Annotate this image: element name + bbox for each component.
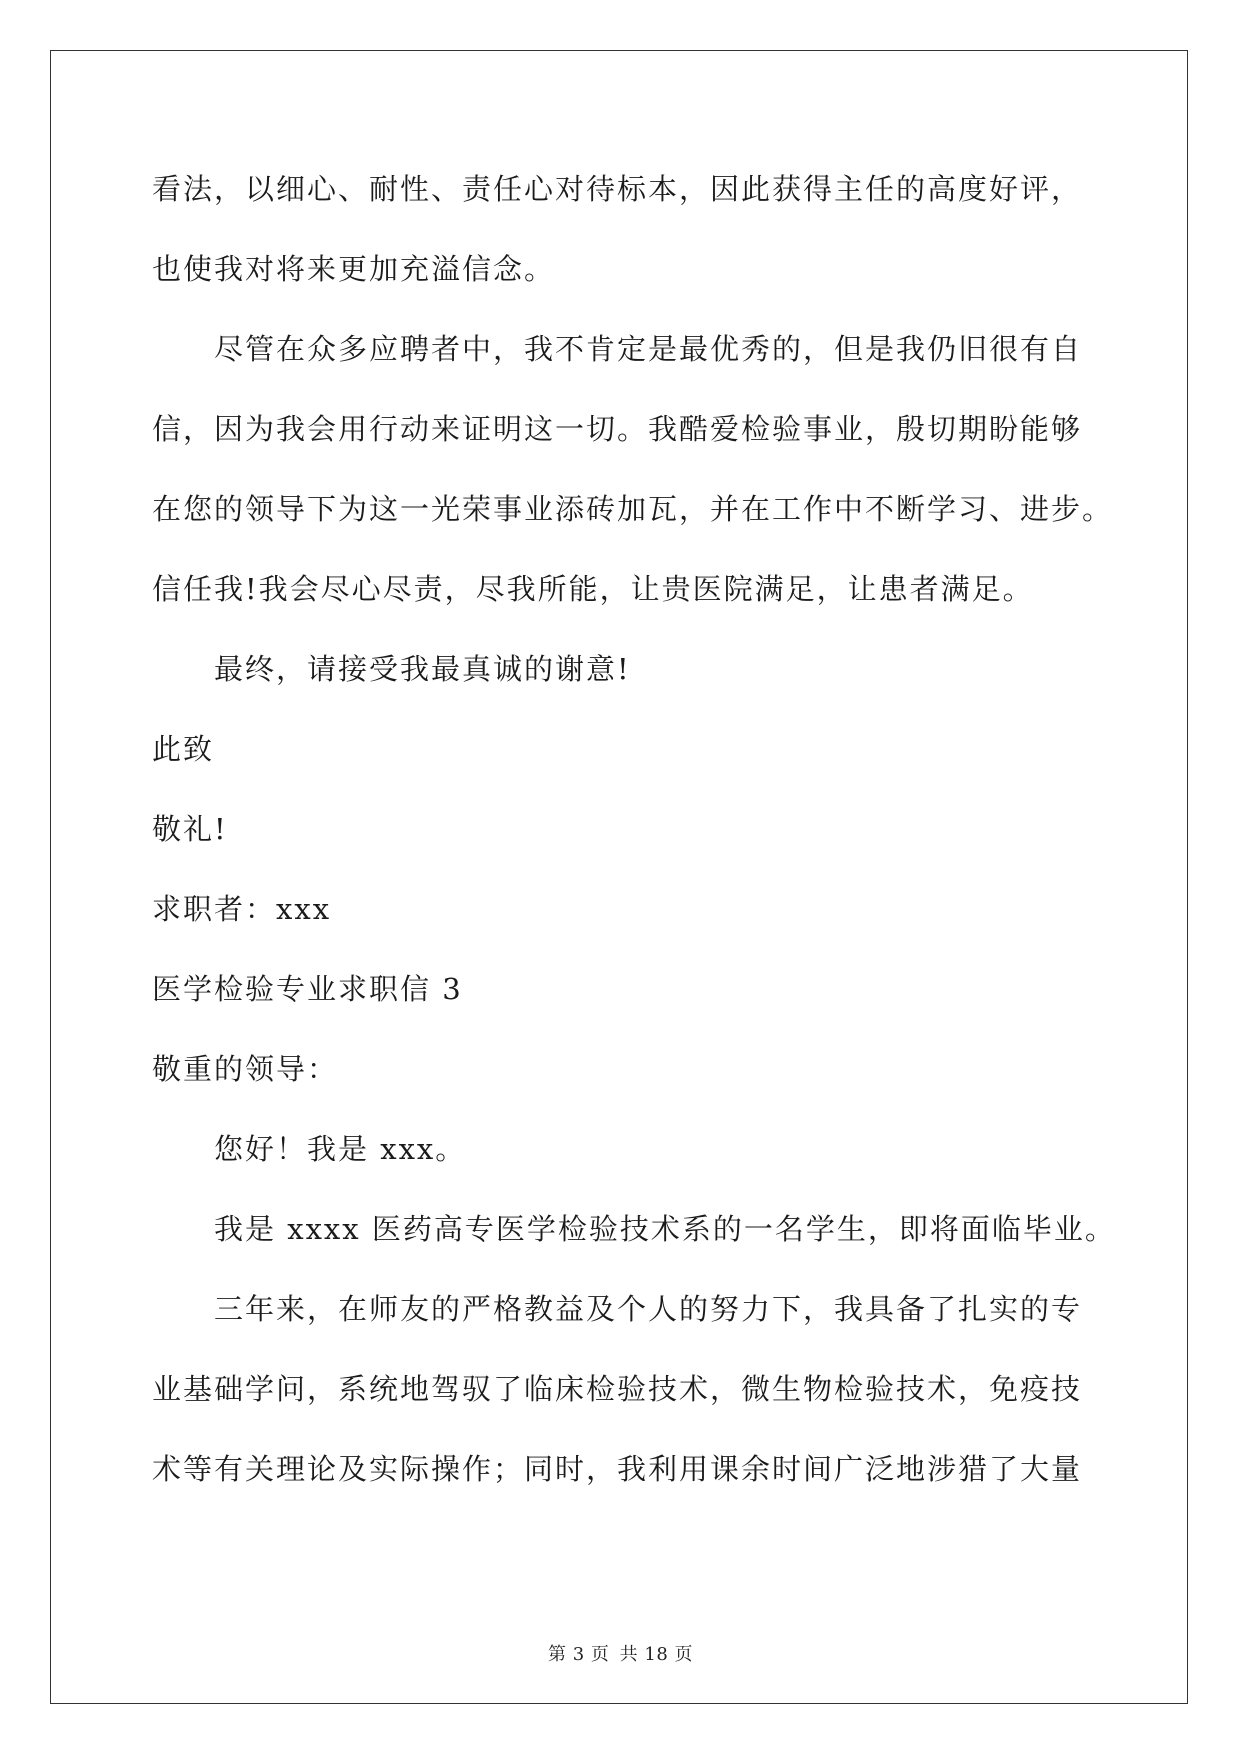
- page-total: 共 18 页: [619, 1644, 693, 1665]
- greeting: 敬重的领导：: [152, 1052, 339, 1086]
- text-line: 信任我!我会尽心尽责，尽我所能，让贵医院满足，让患者满足。: [152, 572, 1034, 606]
- text-line: 最终，请接受我最真诚的谢意!: [214, 652, 631, 686]
- salutation-closing: 此致: [152, 732, 215, 766]
- text-line: 业基础学问，系统地驾驭了临床检验技术，微生物检验技术，免疫技: [152, 1372, 1083, 1406]
- text-line: 术等有关理论及实际操作；同时，我利用课余时间广泛地涉猎了大量: [152, 1452, 1083, 1486]
- text-line: 您好！我是 xxx。: [214, 1132, 467, 1166]
- text-line: 也使我对将来更加充溢信念。: [152, 252, 556, 286]
- signature-line: 求职者：xxx: [152, 892, 332, 926]
- text-line: 三年来，在师友的严格教益及个人的努力下，我具备了扎实的专: [214, 1292, 1083, 1326]
- salutation-regards: 敬礼!: [152, 812, 228, 846]
- text-line: 在您的领导下为这一光荣事业添砖加瓦，并在工作中不断学习、进步。: [152, 492, 1114, 526]
- text-line: 尽管在众多应聘者中，我不肯定是最优秀的，但是我仍旧很有自: [214, 332, 1083, 366]
- text-line: 看法，以细心、耐性、责任心对待标本，因此获得主任的高度好评，: [152, 172, 1083, 206]
- text-line: 信，因为我会用行动来证明这一切。我酷爱检验事业，殷切期盼能够: [152, 412, 1083, 446]
- text-line: 我是 xxxx 医药高专医学检验技术系的一名学生，即将面临毕业。: [214, 1212, 1116, 1246]
- page-footer: [0, 1640, 1241, 1666]
- section-title: 医学检验专业求职信 3: [152, 972, 463, 1006]
- document-body: [152, 166, 1116, 1526]
- page-number: 第 3 页: [548, 1644, 610, 1665]
